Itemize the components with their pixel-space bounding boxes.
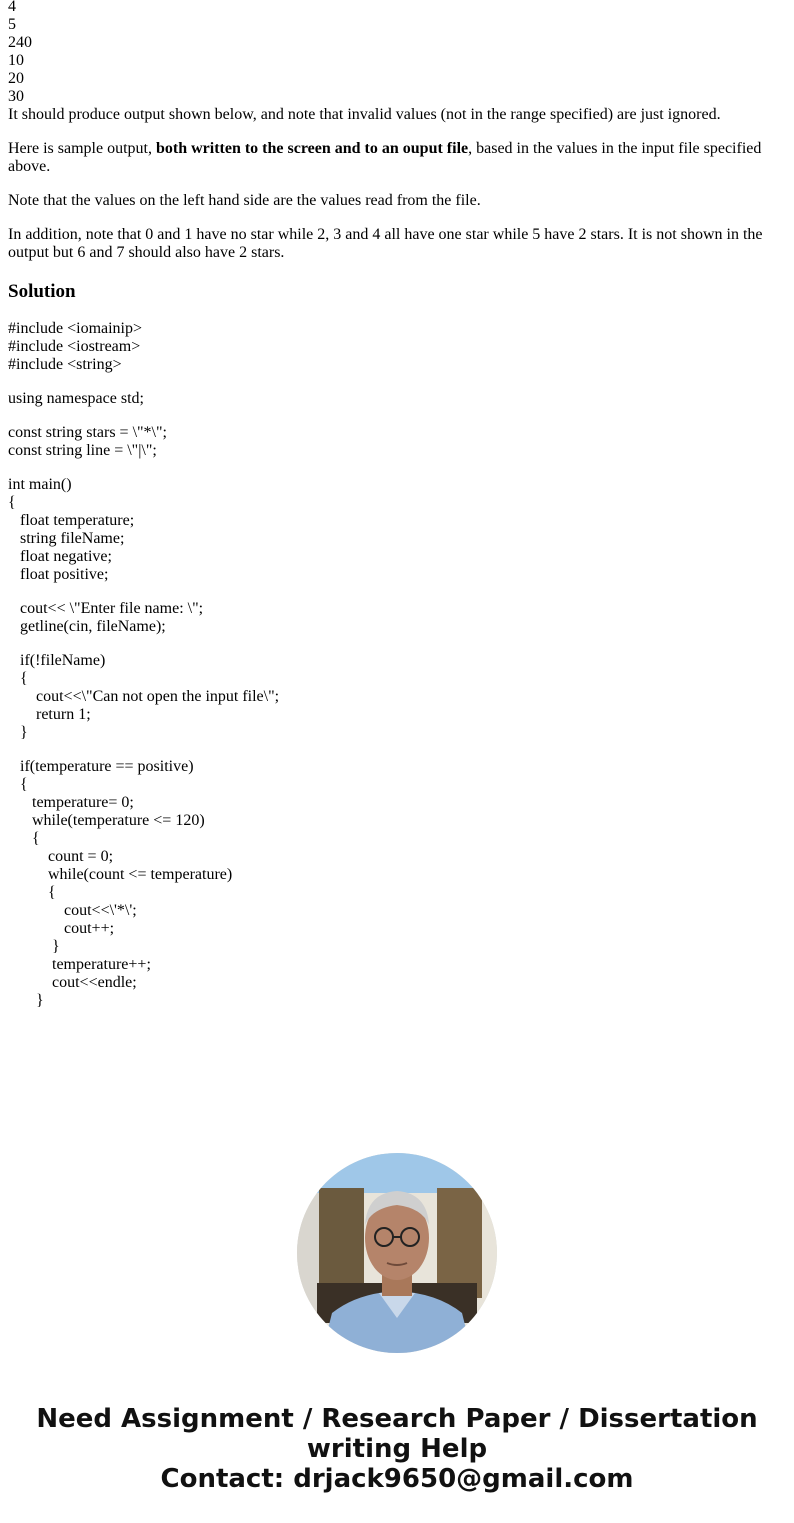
paragraph-stars-note: In addition, note that 0 and 1 have no star while 2, 3 and 4 all have one star while 5 have 2 stars. It is not shown in the output but 6 and 7 should also have 2 stars. <box>8 226 763 261</box>
code-line: temperature= 0; <box>8 794 134 811</box>
promo-contact: Contact: drjack9650@gmail.com <box>160 1464 634 1494</box>
code-line: cout<<\'*\'; <box>8 902 137 919</box>
code-line <box>8 460 786 476</box>
code-line: cout<<\"Can not open the input file\"; <box>8 688 280 705</box>
code-line: if(!fileName) <box>8 652 106 669</box>
code-line: getline(cin, fileName); <box>8 618 166 635</box>
code-line: #include <iomainip> <box>8 320 143 337</box>
code-line: { <box>8 830 40 847</box>
input-values-list <box>8 0 786 106</box>
promo-line-2: writing Help <box>306 1434 488 1464</box>
input-value: 5 <box>8 16 16 33</box>
code-line: { <box>8 776 28 793</box>
code-line <box>8 408 786 424</box>
promo-line-1: Need Assignment / Research Paper / Dissertation <box>36 1404 758 1434</box>
code-line: temperature++; <box>8 956 151 973</box>
code-line: } <box>8 938 60 955</box>
code-line: return 1; <box>8 706 91 723</box>
paragraph-sample-output-bold: both written to the screen and to an ouput file <box>155 140 469 157</box>
code-line: { <box>8 494 16 511</box>
code-line: float temperature; <box>8 512 135 529</box>
code-line: float negative; <box>8 548 112 565</box>
code-line: cout<< \"Enter file name: \"; <box>8 600 204 617</box>
code-line: string fileName; <box>8 530 125 547</box>
code-block <box>8 320 786 1010</box>
input-value: 30 <box>8 88 24 105</box>
code-line <box>8 584 786 600</box>
code-line: } <box>8 992 44 1009</box>
code-line: while(count <= temperature) <box>8 866 233 883</box>
promo-banner <box>0 1404 794 1494</box>
code-line <box>8 374 786 390</box>
code-line: float positive; <box>8 566 109 583</box>
input-value: 10 <box>8 52 24 69</box>
paragraph-sample-output-post: , based in the values in the input file specified above. <box>8 140 762 175</box>
solution-heading: Solution <box>8 281 76 302</box>
code-line: using namespace std; <box>8 390 144 407</box>
code-line: } <box>8 724 28 741</box>
code-line: count = 0; <box>8 848 114 865</box>
code-line: while(temperature <= 120) <box>8 812 205 829</box>
code-line <box>8 742 786 758</box>
code-line: { <box>8 670 28 687</box>
code-line: int main() <box>8 476 72 493</box>
code-line: cout++; <box>8 920 115 937</box>
input-value: 20 <box>8 70 24 87</box>
paragraph-sample-output <box>8 140 786 176</box>
code-line <box>8 636 786 652</box>
code-line: cout<<endle; <box>8 974 137 991</box>
input-value: 240 <box>8 34 32 51</box>
paragraph-sample-output-pre: Here is sample output, <box>8 140 156 157</box>
paragraph-left-values: Note that the values on the left hand side are the values read from the file. <box>8 192 481 209</box>
author-portrait-icon <box>297 1153 497 1353</box>
code-line: const string line = \"|\"; <box>8 442 157 459</box>
author-photo <box>297 1153 497 1353</box>
document-body <box>8 0 786 1010</box>
code-line: const string stars = \"*\"; <box>8 424 167 441</box>
code-line: if(temperature == positive) <box>8 758 194 775</box>
code-line: { <box>8 884 56 901</box>
code-line: #include <iostream> <box>8 338 141 355</box>
paragraph-ignore-invalid: It should produce output shown below, and note that invalid values (not in the range specified) are just ignored. <box>8 106 721 123</box>
input-value: 4 <box>8 0 16 15</box>
code-line: #include <string> <box>8 356 122 373</box>
